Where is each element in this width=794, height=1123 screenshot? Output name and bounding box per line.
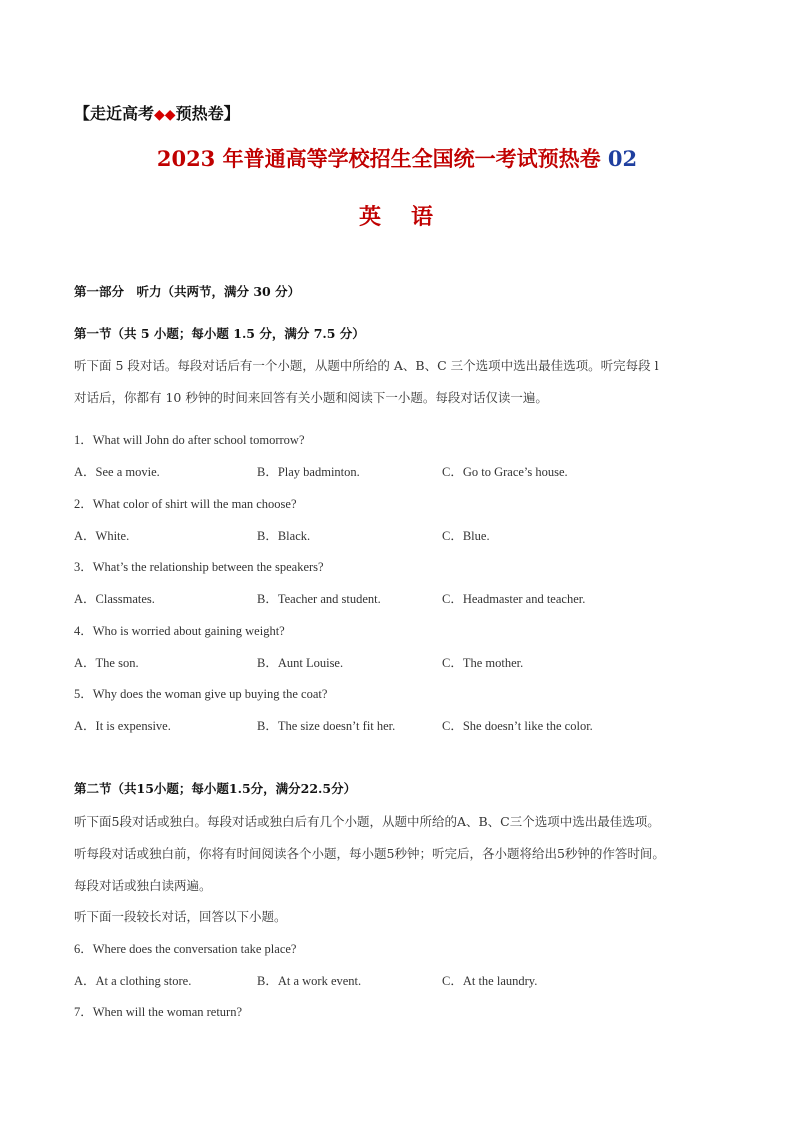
q6-option-b: B．At a work event. [257, 974, 362, 988]
title-number: 02 [607, 146, 638, 171]
q6-option-c: C．At the laundry. [442, 974, 538, 988]
question-5: 5．Why does the woman give up buying the coat? [74, 687, 328, 701]
subject-char-2: 语 [411, 204, 436, 230]
q1-option-c: C．Go to Grace’s house. [442, 465, 568, 479]
question-7: 7．When will the woman return? [74, 1005, 243, 1019]
question-4: 4．Who is worried about gaining weight? [74, 624, 285, 638]
q2-option-c: C．Blue. [442, 529, 490, 543]
question-6: 6．Where does the conversation take place? [74, 942, 297, 956]
q3-option-c: C．Headmaster and teacher. [442, 592, 586, 606]
section2-lead-in: 听下面一段较长对话，回答以下小题。 [74, 909, 287, 924]
q5-option-b: B．The size doesn’t fit her. [257, 719, 396, 733]
tag-close: 预热卷】 [175, 104, 240, 123]
q5-option-a: A．It is expensive. [74, 719, 171, 733]
q4-option-c: C．The mother. [442, 656, 524, 670]
question-2: 2．What color of shirt will the man choose? [74, 497, 297, 511]
section2-instructions-line2: 听每段对话或独白前，你将有时间阅读各个小题，每小题5秒钟；听完后，各小题将给出5秒钟的作答时间。 [74, 846, 665, 861]
q6-option-a: A．At a clothing store. [74, 974, 192, 988]
section2-instructions-line3: 每段对话或独白读两遍。 [74, 878, 212, 893]
q4-option-b: B．Aunt Louise. [257, 656, 344, 670]
tag-open: 【走近高考 [74, 104, 155, 123]
q1-option-b: B．Play badminton. [257, 465, 360, 479]
q4-option-a: A．The son. [74, 656, 139, 670]
q2-option-b: B．Black. [257, 529, 311, 543]
subject-title [0, 200, 794, 231]
part1-heading: 第一部分 听力（共两节，满分 30 分） [74, 284, 301, 299]
diamond-icon: ◆◆ [154, 107, 176, 123]
section1-heading: 第一节（共 5 小题；每小题 1.5 分，满分 7.5 分） [74, 326, 365, 341]
paper-title [0, 143, 794, 173]
question-3: 3．What’s the relationship between the speakers? [74, 560, 324, 574]
paper-tag [74, 101, 240, 124]
section1-instructions-line2: 对话后，你都有 10 秒钟的时间来回答有关小题和阅读下一小题。每段对话仅读一遍。 [74, 390, 548, 405]
subject-char-1: 英 [358, 204, 383, 230]
q3-option-a: A．Classmates. [74, 592, 155, 606]
q1-option-a: A．See a movie. [74, 465, 160, 479]
q2-option-a: A．White. [74, 529, 130, 543]
question-1: 1．What will John do after school tomorrow? [74, 433, 305, 447]
q5-option-c: C．She doesn’t like the color. [442, 719, 593, 733]
title-main: 2023 年普通高等学校招生全国统一考试预热卷 [156, 146, 601, 171]
section2-instructions-line1: 听下面5段对话或独白。每段对话或独白后有几个小题，从题中所给的A、B、C三个选项中选出最佳选项。 [74, 814, 660, 829]
section2-heading: 第二节（共15小题；每小题1.5分，满分22.5分） [74, 781, 357, 796]
section1-instructions-line1: 听下面 5 段对话。每段对话后有一个小题，从题中所给的 A、B、C 三个选项中选出最佳选项。听完每段 l [74, 358, 659, 373]
q3-option-b: B．Teacher and student. [257, 592, 381, 606]
